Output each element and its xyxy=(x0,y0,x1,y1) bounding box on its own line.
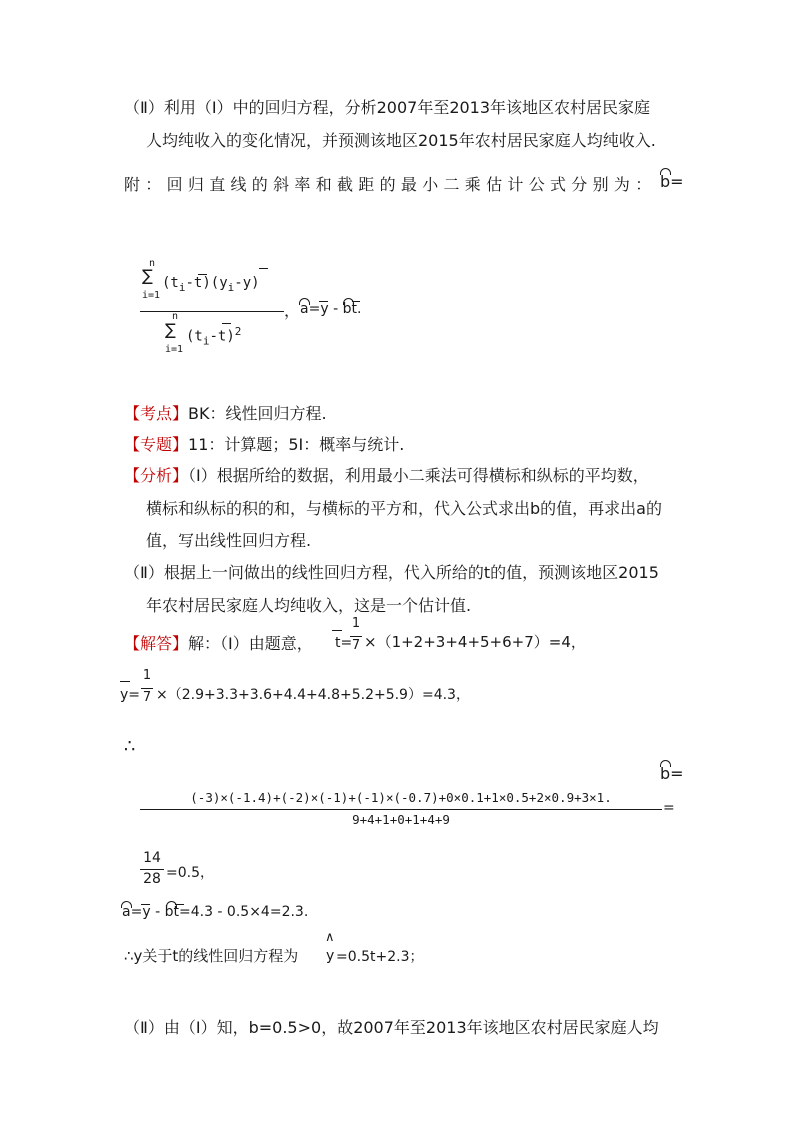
den-sum-upper: n xyxy=(172,311,179,322)
a-ybar: y xyxy=(320,301,329,317)
hat-mark xyxy=(660,168,671,175)
a-solution-minus: - xyxy=(155,904,161,920)
fenxi-line1: （Ⅰ）根据所给的数据，利用最小二乘法可得横标和纵标的平均数， xyxy=(188,466,649,485)
a-solution-y: y xyxy=(142,904,151,920)
jieda-tag: 【解答】 xyxy=(124,634,189,653)
tbar-frac-num: 1 xyxy=(351,616,361,631)
ybar-rest: ×（2.9+3.3+3.6+4.4+4.8+5.2+5.9）=4.3， xyxy=(156,687,470,703)
fenxi-line5: 年农村居民家庭人均纯收入，这是一个估计值. xyxy=(146,596,472,615)
den-sum-symbol: ∑ xyxy=(165,320,176,339)
regression-y: y xyxy=(326,948,335,964)
solution-b-symbol: b xyxy=(660,764,671,783)
fraction-bar xyxy=(140,311,284,312)
a-ybar-overline xyxy=(319,301,328,302)
tbar-eq-sign: = xyxy=(340,635,353,651)
den-sub-i: i xyxy=(202,334,210,348)
regression-rest: =0.5t+2.3； xyxy=(336,949,424,965)
formula-comma: ， xyxy=(284,301,301,320)
kaodian-row xyxy=(124,401,327,424)
zhuanti-tag: 【专题】 xyxy=(124,435,189,454)
a-solution-a-hat xyxy=(121,901,132,908)
zhuanti-text: 11：计算题；5I：概率与统计. xyxy=(188,435,405,454)
a-solution-line xyxy=(122,904,308,920)
big-fraction-numerator: (-3)×(-1.4)+(-2)×(-1)+(-1)×(-0.7)+0×0.1+1×0.5+2×0.9+3×1. xyxy=(190,790,612,805)
sum-lower-limit: i=1 xyxy=(142,290,161,301)
ybar-eq xyxy=(120,687,140,703)
frac2-bar xyxy=(140,869,164,870)
den-part-1: (t xyxy=(186,328,203,345)
solution-b-hat xyxy=(660,760,671,767)
big-fraction-bar xyxy=(140,809,662,810)
kaodian-tag: 【考点】 xyxy=(124,404,189,423)
numerator-expression xyxy=(162,275,260,294)
tbar-eq-overline xyxy=(332,630,342,631)
den-sum-lower: i=1 xyxy=(165,344,184,355)
fenxi-row xyxy=(124,463,649,486)
a-solution-tbar xyxy=(175,904,184,905)
solution-b-formula xyxy=(660,764,684,783)
a-solution-rest: =4.3 - 0.5×4=2.3. xyxy=(178,904,309,920)
sum-upper-limit: n xyxy=(149,258,156,269)
a-solution-a: a xyxy=(122,904,131,920)
frac2-den: 28 xyxy=(143,871,161,887)
den-tbar-overline xyxy=(222,323,231,324)
ybar-eq-sign: = xyxy=(128,687,141,703)
equals-sign: = xyxy=(670,172,684,191)
a-symbol: a xyxy=(300,301,309,317)
ybar-var: y xyxy=(120,687,129,703)
den-part-2: -t) xyxy=(209,328,235,345)
jieda-row xyxy=(124,631,313,654)
a-solution-t: t xyxy=(173,904,179,920)
zhuanti-row xyxy=(124,432,404,455)
frac2-num: 14 xyxy=(143,850,161,866)
ybar-eq-overline xyxy=(120,681,130,682)
a-tbar: t xyxy=(351,301,357,317)
big-fraction-denominator: 9+4+1+0+1+4+9 xyxy=(352,812,450,827)
solution-b-eq: = xyxy=(670,764,684,783)
num-sub-i2: i xyxy=(227,280,235,294)
a-bhat: b xyxy=(342,301,352,317)
denominator-expression xyxy=(186,325,241,347)
num-part-1: (t xyxy=(162,275,179,291)
a-tbar-overline xyxy=(352,301,360,302)
therefore-symbol: ∴ xyxy=(124,736,136,757)
den-power: 2 xyxy=(234,325,242,338)
a-solution-ybar xyxy=(141,904,150,905)
frac2-rest: =0.5， xyxy=(166,865,214,881)
a-hat-mark xyxy=(299,298,310,305)
appendix-b-formula xyxy=(660,172,684,191)
tbar-frac-bar xyxy=(350,636,362,637)
regression-prefix: ∴y关于t的线性回归方程为 xyxy=(124,947,299,965)
ybar-overline xyxy=(259,268,268,269)
kaodian-text: BK：线性回归方程. xyxy=(188,404,327,423)
tbar-var: t xyxy=(335,635,341,651)
sum-symbol: ∑ xyxy=(142,266,153,285)
fenxi-tag: 【分析】 xyxy=(124,466,189,485)
num-part-3: -y) xyxy=(234,275,260,291)
ybar-frac-num: 1 xyxy=(142,668,152,683)
regression-hat: ∧ xyxy=(325,930,335,945)
part2-intro-line1: （Ⅱ）利用（Ⅰ）中的回归方程，分析2007年至2013年该地区农村居民家庭 xyxy=(124,98,651,117)
tbar-rest: ×（1+2+3+4+5+6+7）=4， xyxy=(364,633,586,651)
tbar-overline xyxy=(198,274,207,275)
ybar-frac-den: 7 xyxy=(142,690,152,705)
a-solution-b: b xyxy=(164,904,174,920)
appendix-text: 附：回归直线的斜率和截距的最小二乘估计公式分别为： xyxy=(124,175,657,194)
a-solution-eq: = xyxy=(130,904,143,920)
fenxi-line2: 横标和纵标的积的和，与横标的平方和，代入公式求出b的值，再求出a的 xyxy=(146,499,662,518)
a-end: . xyxy=(356,301,362,317)
num-sub-i: i xyxy=(178,280,186,294)
big-fraction-eq: = xyxy=(663,800,675,816)
fenxi-line4: （Ⅱ）根据上一问做出的线性回归方程，代入所给的t的值，预测该地区2015 xyxy=(124,563,659,582)
tbar-frac-den: 7 xyxy=(351,638,361,653)
ybar-frac-bar xyxy=(141,688,153,689)
num-part-2: -t)(y xyxy=(185,275,228,291)
part2-answer-line: （Ⅱ）由（Ⅰ）知，b=0.5>0，故2007年至2013年该地区农村居民家庭人均 xyxy=(124,1018,659,1037)
a-eq: = xyxy=(308,301,321,317)
part2-intro-line2: 人均纯收入的变化情况，并预测该地区2015年农村居民家庭人均纯收入. xyxy=(146,131,656,150)
b-symbol: b xyxy=(660,172,671,191)
jieda-intro: 解：（Ⅰ）由题意， xyxy=(188,634,313,653)
fenxi-line3: 值，写出线性回归方程. xyxy=(146,531,312,550)
a-minus: - xyxy=(333,301,339,317)
